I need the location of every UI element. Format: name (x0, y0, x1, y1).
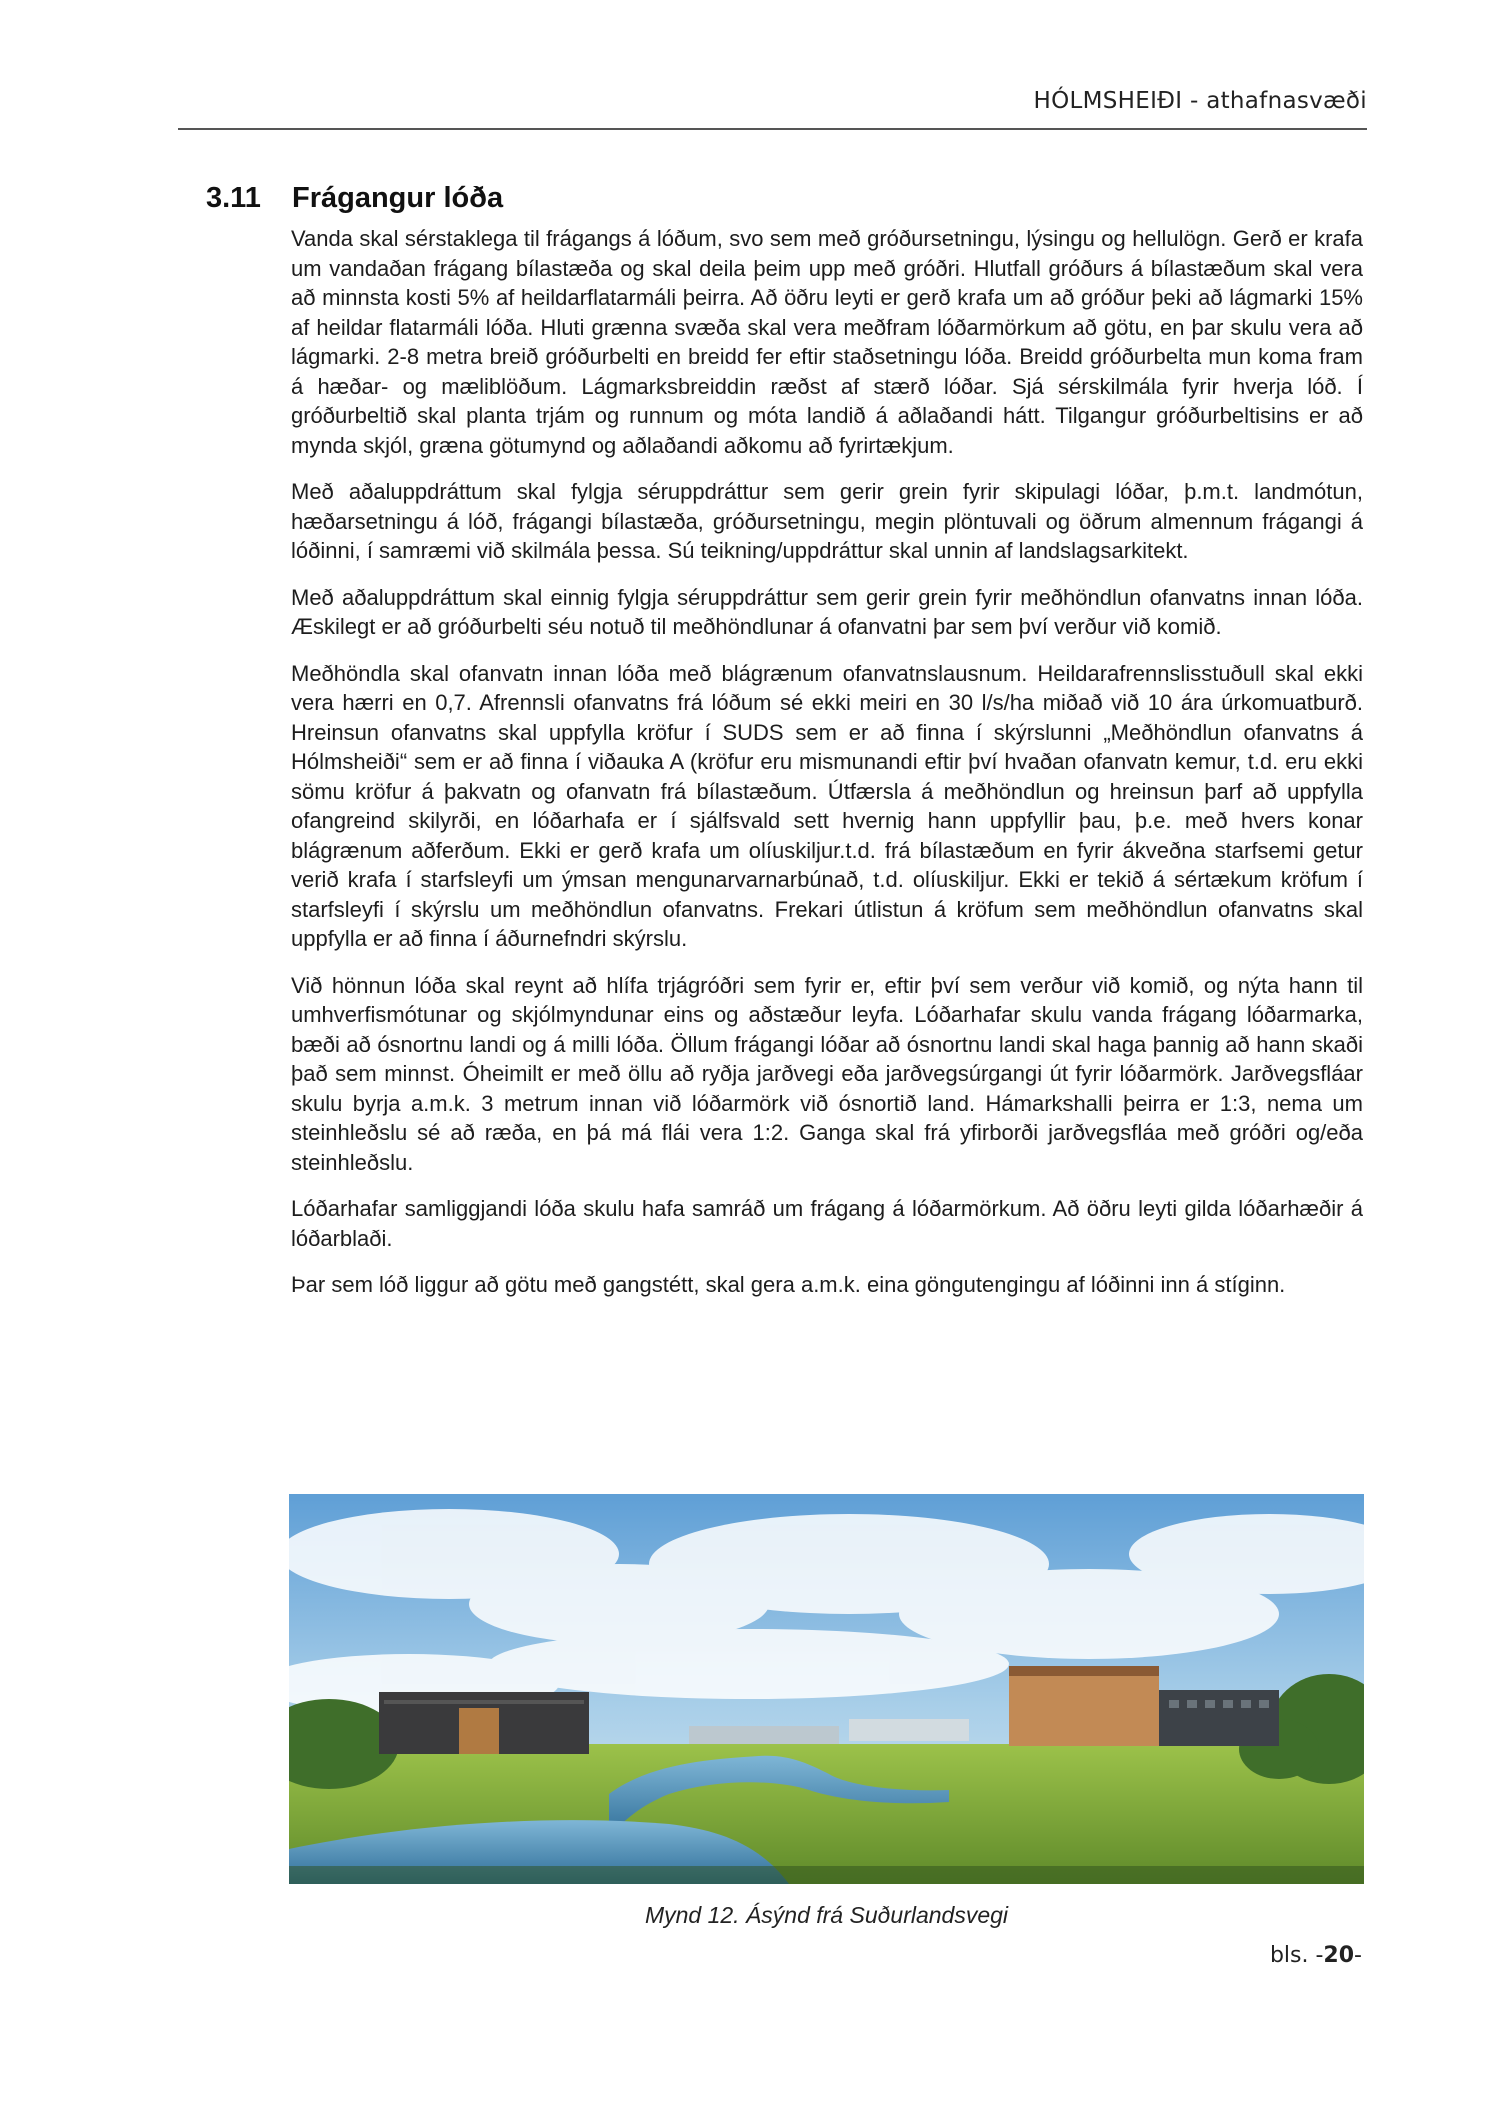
figure-caption: Mynd 12. Ásýnd frá Suðurlandsvegi (644, 1902, 1009, 1928)
landscape-illustration (289, 1494, 1364, 1884)
page-prefix: bls. - (1269, 1943, 1324, 1968)
section-heading (206, 182, 503, 215)
figure-rendering (289, 1494, 1364, 1884)
paragraph: Með aðaluppdráttum skal einnig fylgja séruppdráttur sem gerir grein fyrir meðhöndlun ofanvatns innan lóða. Æskilegt er að gróðurbelti séu notuð til meðhöndlunar á ofanvatni þar sem því verður við komið. (291, 584, 1363, 639)
section-body (291, 224, 1363, 1317)
paragraph: Meðhöndla skal ofanvatn innan lóða með blágrænum ofanvatnslausnum. Heildarafrennslisstuðull skal ekki vera hærri en 0,7. Afrennsli ofanvatns frá lóðum sé ekki meiri en 30 l/s/ha miðað við 10 ára úrkomuatburð. Hreinsun ofanvatns skal uppfylla kröfur í SUDS sem er að finna í skýrslunni „Meðhöndlun ofanvatns á Hólmsheiði“ sem er að finna í viðauka A (kröfur eru mismunandi eftir því hvaðan ofanvatn kemur, t.d. eru ekki sömu kröfur á þakvatn og ofanvatn frá bílastæðum. Útfærsla á meðhöndlun og hreinsun þarf að uppfylla ofangreind skilyrði, en lóðarhafa er í sjálfsvald sett hvernig hann uppfyllir þau, þ.e. með hvers konar blágrænum aðferðum. Ekki er gerð krafa um olíuskiljur.t.d. frá bílastæðum en fyrir ákveðna starfsemi getur verið krafa í starfsleyfi um ýmsan mengunarvarnarbúnað, t.d. olíuskiljur. Ekki er tekið á sértækum kröfum í starfsleyfi í skýrslu um meðhöndlun ofanvatns. Frekari útlistun á kröfum sem meðhöndlun ofanvatns skal uppfylla er að finna í áðurnefndri skýrslu. (291, 660, 1363, 951)
page-number (1270, 1943, 1362, 1968)
section-title: Frágangur lóða (292, 182, 504, 214)
paragraph: Lóðarhafar samliggjandi lóða skulu hafa samráð um frágang á lóðarmörkum. Að öðru leyti gilda lóðarhæðir á lóðarblaði. (291, 1196, 1363, 1251)
page-number-value: 20 (1323, 1943, 1355, 1968)
page-suffix: - (1354, 1943, 1362, 1968)
paragraph: Með aðaluppdráttum skal fylgja séruppdráttur sem gerir grein fyrir skipulagi lóðar, þ.m.t. landmótun, hæðarsetningu á lóð, frágangi bílastæða, gróðursetningu, megin plöntuvali og öðrum almennum frágangi á lóðinni, í samræmi við skilmála þessa. Sú teikning/uppdráttur skal unnin af landslagsarkitekt. (291, 479, 1363, 563)
paragraph: Vanda skal sérstaklega til frágangs á lóðum, svo sem með gróðursetningu, lýsingu og hellulögn. Gerð er krafa um vandaðan frágang bílastæða og skal deila þeim upp með gróðri. Hlutfall gróðurs á bílastæðum skal vera að minnsta kosti 5% af heildarflatarmáli þeirra. Að öðru leyti er gerð krafa um að gróður þeki að lágmarki 15% af heildar flatarmáli lóða. Hluti grænna svæða skal vera meðfram lóðarmörkum að götu, en þar skulu vera að lágmarki. 2-8 metra breið gróðurbelti en breidd fer eftir staðsetningu lóða. Breidd gróðurbelta mun koma fram á hæðar- og mæliblöðum. Lágmarksbreiddin ræðst af stærð lóðar. Sjá sérskilmála fyrir hverja lóð. Í gróðurbeltið skal planta trjám og runnum og móta landið á aðlaðandi hátt. Tilgangur gróðurbeltisins er að mynda skjól, græna götumynd og aðlaðandi aðkomu að fyrirtækjum. (291, 226, 1363, 458)
section-number: 3.11 (206, 182, 261, 214)
running-header-title: HÓLMSHEIÐI - athafnasvæði (1033, 88, 1367, 114)
paragraph: Þar sem lóð liggur að götu með gangstétt, skal gera a.m.k. eina göngutengingu af lóðinni inn á stíginn. (291, 1272, 1286, 1297)
paragraph: Við hönnun lóða skal reynt að hlífa trjágróðri sem fyrir er, eftir því sem verður við komið, og nýta hann til umhverfismótunar og skjólmyndunar eins og aðstæður leyfa. Lóðarhafar skulu vanda frágang lóðarmarka, bæði að ósnortnu landi og á milli lóða. Öllum frágangi lóðar að ósnortnu landi skal haga þannig að hann skaði það sem minnst. Óheimilt er með öllu að ryðja jarðvegi eða jarðvegsúrgangi út fyrir lóðarmörk. Jarðvegsfláar skulu byrja a.m.k. 3 metrum innan við lóðarmörk við ósnortið land. Hámarkshalli þeirra er 1:3, nema um steinhleðslu sé að ræða, en þá má flái vera 1:2. Ganga skal frá yfirborði jarðvegsfláa með gróðri og/eða steinhleðslu. (291, 972, 1363, 1175)
header-divider (178, 128, 1367, 130)
